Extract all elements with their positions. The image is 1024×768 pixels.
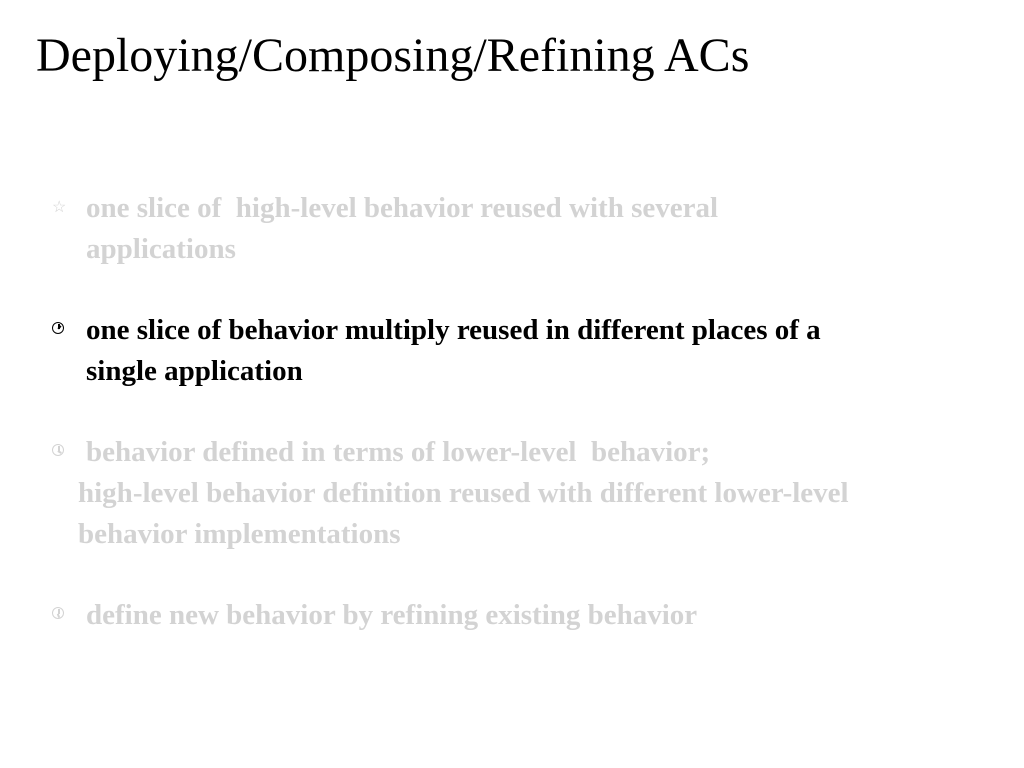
clock-icon xyxy=(52,444,64,456)
bullet-line: applications xyxy=(86,233,236,265)
bullet-line: single application xyxy=(86,355,303,387)
bullet-line: behavior defined in terms of lower-level behavior; xyxy=(86,436,711,468)
clock-icon xyxy=(52,607,64,619)
bullet-item xyxy=(52,432,849,555)
bullet-item xyxy=(52,595,697,636)
clock-icon xyxy=(52,322,64,334)
bullet-item xyxy=(52,188,718,270)
bullet-line: one slice of behavior multiply reused in different places of a xyxy=(86,314,821,346)
star-outline-icon: ☆ xyxy=(52,199,67,216)
bullet-item xyxy=(52,310,821,392)
bullet-line: behavior implementations xyxy=(78,518,401,550)
bullet-line: define new behavior by refining existing behavior xyxy=(86,599,698,631)
bullet-line: one slice of high-level behavior reused with several xyxy=(86,192,719,224)
slide-title: Deploying/Composing/Refining ACs xyxy=(36,29,750,82)
bullet-line: high-level behavior definition reused with different lower-level xyxy=(78,477,849,509)
